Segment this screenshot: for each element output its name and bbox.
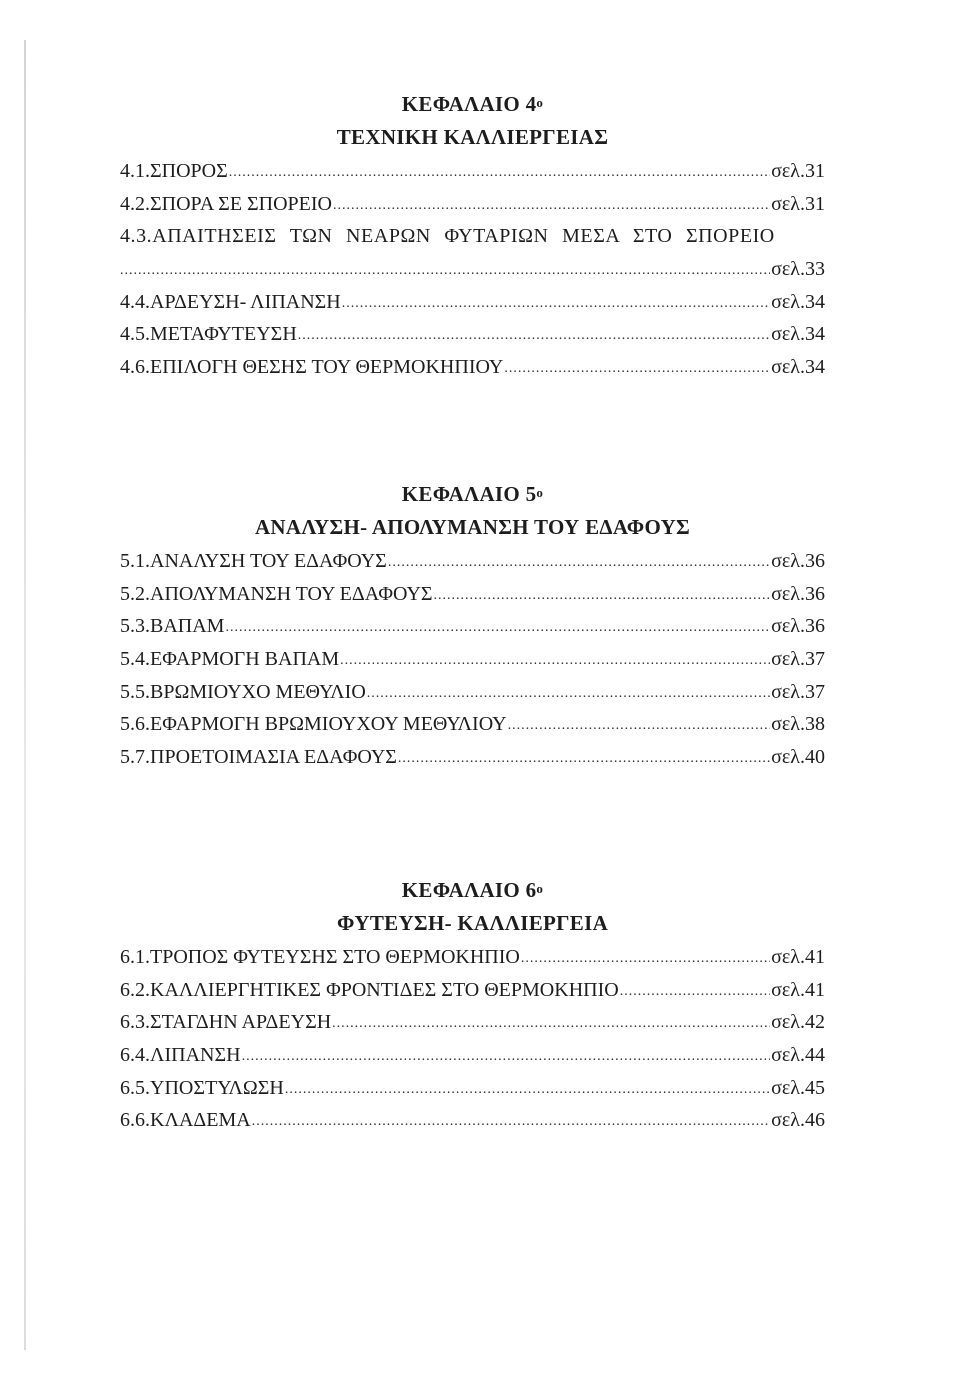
dot-leader [504, 350, 770, 386]
dot-leader [229, 154, 770, 190]
toc-entry[interactable]: 5.6.ΕΦΑΡΜΟΓΗ ΒΡΩΜΙΟΥΧΟΥ ΜΕΘΥΛΙΟΥ ..... σελ.38 [120, 708, 825, 741]
toc-entry[interactable]: 6.3.ΣΤΑΓΔΗΝ ΑΡΔΕΥΣΗ ..... σελ.42 [120, 1006, 825, 1039]
chapter-6 [120, 874, 825, 1137]
toc-entry-title-line[interactable]: 4.3.ΑΠΑΙΤΗΣΕΙΣ ΤΩΝ ΝΕΑΡΩΝ ΦΥΤΑΡΙΩΝ ΜΕΣΑ ΣΤΟ ΣΠΟΡΕΙΟ [120, 225, 775, 248]
toc-entry[interactable]: 4.5.ΜΕΤΑΦΥΤΕΥΣΗ ..... σελ.34 [120, 318, 825, 351]
dot-leader [120, 252, 770, 288]
toc-entry[interactable]: 5.2.ΑΠΟΛΥΜΑΝΣΗ ΤΟΥ ΕΔΑΦΟΥΣ ..... σελ.36 [120, 578, 825, 611]
dot-leader [333, 187, 770, 223]
chapter-subtitle: ΑΝΑΛΥΣΗ- ΑΠΟΛΥΜΑΝΣΗ ΤΟΥ ΕΔΑΦΟΥΣ [254, 515, 691, 539]
dot-leader [342, 285, 770, 321]
dot-leader [340, 642, 770, 678]
dot-leader [367, 675, 770, 711]
toc-entry[interactable]: 4.6.ΕΠΙΛΟΓΗ ΘΕΣΗΣ ΤΟΥ ΘΕΡΜΟΚΗΠΙΟΥ ..... σελ.34 [120, 351, 825, 384]
toc-entry[interactable]: 4.2.ΣΠΟΡΑ ΣΕ ΣΠΟΡΕΙΟ ..... σελ.31 [120, 188, 825, 221]
toc-entry[interactable]: 4.1.ΣΠΟΡΟΣ ..... σελ.31 [120, 155, 825, 188]
toc-entry[interactable]: 5.3.ΒΑΠΑΜ ..... σελ.36 [120, 610, 825, 643]
toc-entries [120, 941, 825, 1137]
chapter-4 [120, 88, 825, 384]
dot-leader [620, 973, 770, 1009]
dot-leader [252, 1103, 770, 1139]
dot-leader [508, 707, 771, 743]
toc-entry[interactable]: 5.1.ΑΝΑΛΥΣΗ ΤΟΥ ΕΔΑΦΟΥΣ ..... σελ.36 [120, 545, 825, 578]
dot-leader [398, 740, 770, 776]
dot-leader [521, 940, 770, 976]
chapter-subtitle: ΦΥΤΕΥΣΗ- ΚΑΛΛΙΕΡΓΕΙΑ [336, 911, 609, 935]
toc-entries [120, 545, 825, 774]
toc-entry[interactable]: 5.5.ΒΡΩΜΙΟΥΧΟ ΜΕΘΥΛΙΟ ..... σελ.37 [120, 676, 825, 709]
toc-entry[interactable]: 6.5.ΥΠΟΣΤΥΛΩΣΗ ..... σελ.45 [120, 1072, 825, 1105]
toc-entry[interactable]: 6.2.ΚΑΛΛΙΕΡΓΗΤΙΚΕΣ ΦΡΟΝΤΙΔΕΣ ΣΤΟ ΘΕΡΜΟΚΗΠΙΟ ..... σελ.41 [120, 974, 825, 1007]
dot-leader [332, 1005, 770, 1041]
chapter-heading: ΚΕΦΑΛΑΙΟ $4^o$ [401, 92, 544, 116]
chapter-heading: ΚΕΦΑΛΑΙΟ $6^o$ [401, 878, 544, 902]
toc-entry[interactable]: 5.7.ΠΡΟΕΤΟΙΜΑΣΙΑ ΕΔΑΦΟΥΣ ..... σελ.40 [120, 741, 825, 774]
dot-leader [434, 577, 771, 613]
chapter-heading: ΚΕΦΑΛΑΙΟ $5^o$ [401, 482, 544, 506]
toc-entry-continuation[interactable]: ..... σελ.33 [120, 253, 825, 286]
dot-leader [388, 544, 770, 580]
dot-leader [285, 1071, 770, 1107]
toc-entry[interactable]: 6.1.ΤΡΟΠΟΣ ΦΥΤΕΥΣΗΣ ΣΤΟ ΘΕΡΜΟΚΗΠΙΟ ..... σελ.41 [120, 941, 825, 974]
toc-entry[interactable]: 4.4.ΑΡΔΕΥΣΗ- ΛΙΠΑΝΣΗ ..... σελ.34 [120, 286, 825, 319]
dot-leader [225, 609, 770, 645]
toc-entry[interactable]: 6.6.ΚΛΑΔΕΜΑ ..... σελ.46 [120, 1104, 825, 1137]
chapter-subtitle: ΤΕΧΝΙΚΗ ΚΑΛΛΙΕΡΓΕΙΑΣ [336, 125, 609, 149]
chapter-5 [120, 478, 825, 774]
dot-leader [298, 317, 770, 353]
toc-entry[interactable]: 6.4.ΛΙΠΑΝΣΗ ..... σελ.44 [120, 1039, 825, 1072]
dot-leader [242, 1038, 771, 1074]
toc-entries [120, 155, 825, 384]
toc-entry[interactable]: 5.4.ΕΦΑΡΜΟΓΗ ΒΑΠΑΜ ..... σελ.37 [120, 643, 825, 676]
